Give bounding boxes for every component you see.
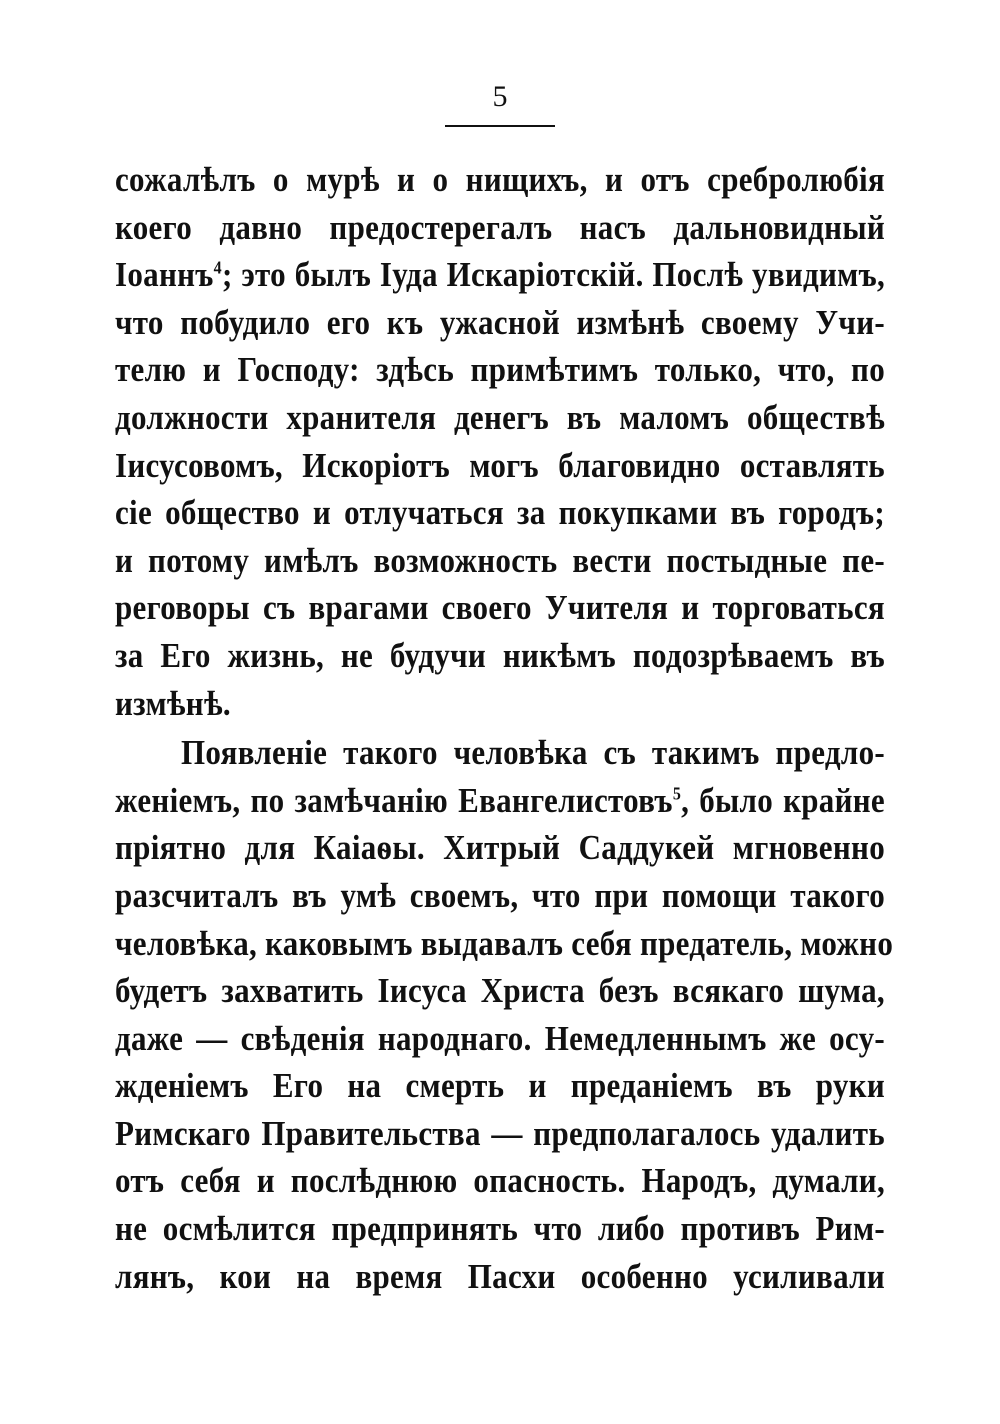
footnote-marker: 5 — [672, 784, 682, 804]
body-text — [115, 156, 894, 1300]
header-rule — [445, 125, 555, 127]
text-line — [115, 581, 885, 634]
text-line — [115, 1250, 885, 1303]
paragraph — [115, 729, 894, 1300]
line-text: реговоры съ врагами своего Учителя и торговаться — [115, 588, 885, 628]
text-line — [115, 1155, 885, 1208]
text-line — [115, 153, 885, 206]
line-text: лянъ, кои на время Пасхи особенно усиливали — [115, 1256, 885, 1296]
text-line — [115, 1202, 885, 1255]
line-text: жденіемъ Его на смерть и преданіемъ въ руки — [115, 1066, 885, 1106]
line-text: человѣка, каковымъ выдавалъ себя предатель, можно — [115, 923, 894, 963]
line-text: телю и Господу: здѣсь примѣтимъ только, что, по — [115, 350, 885, 390]
page-number: 5 — [492, 80, 508, 113]
text-line — [115, 964, 885, 1017]
line-text: сіе общество и отлучаться за покупками въ городъ; — [115, 493, 885, 533]
line-text: не осмѣлится предпринять что либо противъ Рим- — [115, 1208, 885, 1249]
text-line — [115, 677, 885, 730]
line-text: женіемъ, по замѣчанію Евангелистовъ — [115, 780, 673, 820]
text-line — [115, 726, 885, 779]
line-text: ; это былъ Іуда Искаріотскій. Послѣ увидимъ, — [221, 255, 885, 295]
text-line — [115, 391, 885, 444]
text-line — [115, 248, 885, 301]
line-text: сожалѣлъ о мурѣ и о нищихъ, и отъ сребролюбія — [115, 159, 885, 200]
text-line — [115, 439, 885, 492]
line-text: будетъ захватить Іисуса Христа безъ всякаго шума, — [115, 970, 885, 1011]
line-text: , было крайне — [681, 780, 885, 820]
text-line — [115, 821, 885, 874]
text-line — [115, 869, 885, 922]
text-line — [115, 344, 885, 397]
line-text: Іисусовомъ, Искоріотъ могъ благовидно оставлять — [115, 445, 885, 485]
text-line — [115, 486, 885, 539]
line-text: что побудило его къ ужасной измѣнѣ своему Учи- — [115, 302, 885, 342]
text-line — [115, 629, 885, 682]
line-text: и потому имѣлъ возможность вести постыдные пе- — [115, 540, 885, 580]
text-line — [115, 201, 885, 254]
text-line — [115, 774, 885, 827]
line-text: должности хранителя денегъ въ маломъ обществѣ — [115, 397, 885, 438]
line-text: Появленіе такого человѣка съ такимъ предло- — [181, 732, 885, 773]
paragraph — [115, 156, 885, 727]
line-text: Іоаннъ — [115, 255, 214, 295]
text-line — [115, 917, 894, 970]
line-text: отъ себя и послѣднюю опасность. Народъ, думали, — [115, 1161, 885, 1201]
footnote-marker: 4 — [213, 259, 222, 279]
line-text: пріятно для Каіаѳы. Хитрый Саддукей мгновенно — [115, 828, 885, 868]
line-text: коего давно предостерегалъ насъ дальновидный — [115, 207, 885, 247]
text-line — [115, 296, 885, 349]
text-line — [115, 1012, 885, 1065]
line-text: за Его жизнь, не будучи никѣмъ подозрѣваемъ въ — [115, 635, 885, 676]
line-text: измѣнѣ. — [115, 683, 231, 723]
line-text: Римскаго Правительства — предполагалось удалить — [115, 1113, 885, 1153]
line-text: даже — свѣденія народнаго. Немедленнымъ же осу- — [115, 1018, 885, 1058]
text-line — [115, 1107, 885, 1160]
text-line — [115, 534, 885, 587]
line-text: разсчиталъ въ умѣ своемъ, что при помощи такого — [115, 875, 885, 915]
text-line — [115, 1059, 885, 1112]
